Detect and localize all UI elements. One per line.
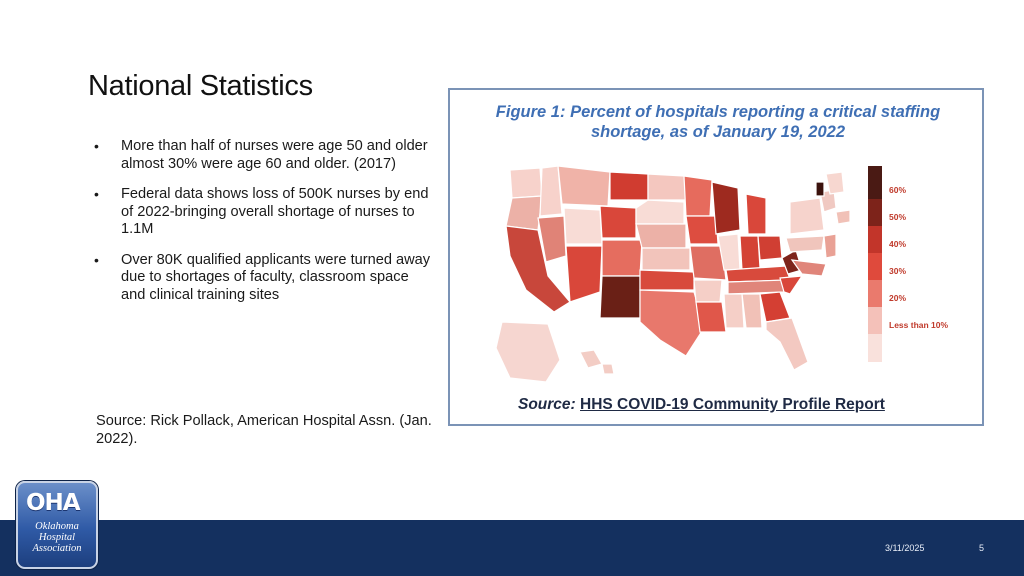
legend-label: 20% bbox=[889, 293, 907, 303]
footer-date: 3/11/2025 bbox=[885, 543, 925, 553]
bullet-text: More than half of nurses were age 50 and older almost 30% were age 60 and older. (2017) bbox=[121, 138, 428, 172]
legend-swatch-60 bbox=[868, 166, 882, 199]
slide-source: Source: Rick Pollack, American Hospital Assn. (Jan. 2022). bbox=[96, 413, 432, 447]
legend-swatch-20 bbox=[868, 280, 882, 307]
legend-swatch-0 bbox=[868, 334, 882, 362]
bullet-glyph: • bbox=[94, 251, 99, 268]
bullet-item bbox=[94, 252, 434, 305]
figure-source-lead: Source: bbox=[518, 396, 581, 413]
legend-color-bar bbox=[868, 166, 882, 362]
legend-swatch-30 bbox=[868, 253, 882, 280]
figure-title-lead: Figure 1: bbox=[495, 103, 566, 121]
footer-bar bbox=[0, 520, 1024, 576]
logo-line: Oklahoma bbox=[35, 521, 79, 532]
oha-logo bbox=[16, 481, 98, 569]
us-states-map-icon bbox=[490, 152, 860, 392]
logo-text bbox=[20, 521, 94, 554]
figure-title-rest: Percent of hospitals reporting a critical staffing shortage, as of January 19, 2022 bbox=[565, 103, 941, 141]
legend-label: 30% bbox=[889, 266, 907, 276]
bullet-text: Over 80K qualified applicants were turned away due to shortages of faculty, classroom space and clinical training sites bbox=[121, 251, 431, 303]
bullet-glyph: • bbox=[94, 186, 99, 202]
logo-line: Hospital bbox=[38, 532, 76, 543]
slide-title: National Statistics bbox=[88, 70, 313, 102]
bullet-item bbox=[94, 186, 434, 239]
bullet-text: Federal data shows loss of 500K nurses by end of 2022-bringing overall shortage of nurses to 1.1M bbox=[121, 186, 429, 237]
legend-swatch-40 bbox=[868, 226, 882, 253]
page-number: 5 bbox=[979, 543, 985, 553]
legend bbox=[868, 166, 978, 362]
figure-source bbox=[518, 396, 885, 414]
figure-title bbox=[468, 102, 968, 142]
logo-mark: OHA bbox=[26, 490, 80, 516]
legend-label: Less than 10% bbox=[889, 320, 949, 330]
bullet-list bbox=[94, 138, 434, 317]
legend-swatch-10 bbox=[868, 307, 882, 334]
bullet-glyph: • bbox=[94, 138, 99, 154]
bullet-item bbox=[94, 138, 434, 173]
legend-label: 60% bbox=[889, 185, 907, 195]
figure-panel bbox=[448, 88, 984, 426]
legend-swatch-50 bbox=[868, 199, 882, 226]
legend-label: 40% bbox=[889, 239, 907, 249]
logo-line: Association bbox=[32, 543, 82, 554]
legend-label: 50% bbox=[889, 212, 907, 222]
figure-source-link[interactable]: HHS COVID-19 Community Profile Report bbox=[580, 396, 885, 413]
